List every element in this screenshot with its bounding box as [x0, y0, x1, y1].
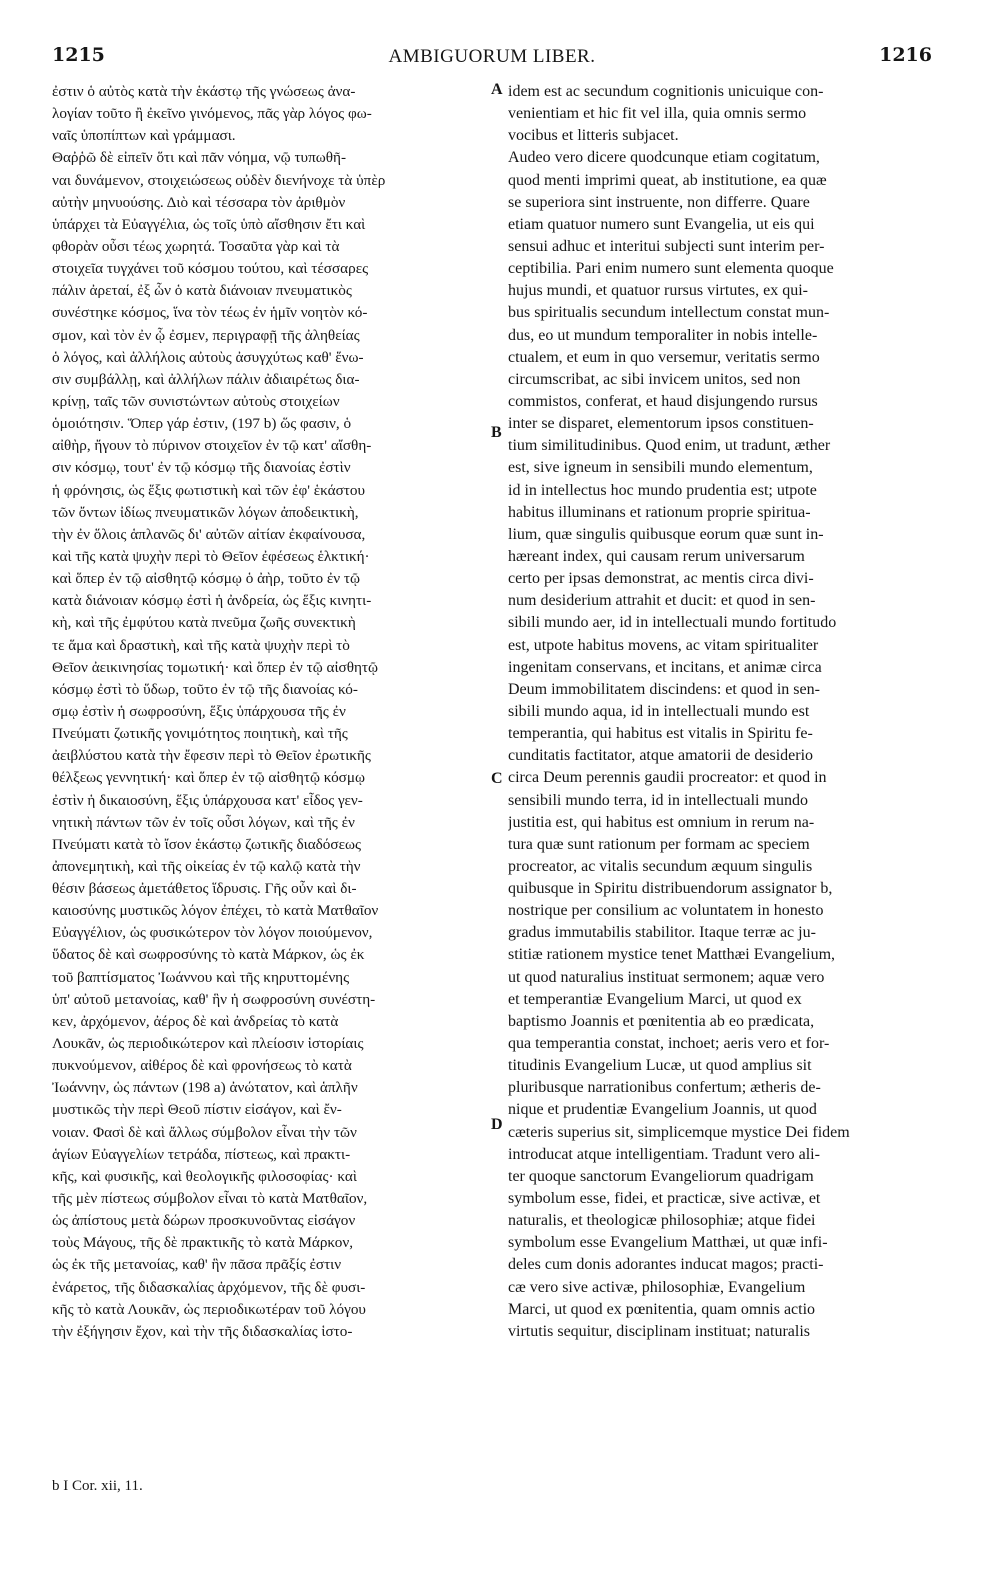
latin-text-line: virtutis sequitur, disciplinam instituat; naturalis [508, 1322, 810, 1340]
greek-text-line: τῆς μὲν πίστεως σύμβολον εἶναι τὸ κατὰ Ματθαῖον, [52, 1190, 368, 1208]
latin-text-line: symbolum esse Evangelium Matthæi, ut quæ infi- [508, 1234, 828, 1252]
footnote: b I Cor. xii, 11. [52, 1478, 143, 1494]
greek-text-line: θέλξεως γεννητική· καὶ ὅπερ ἐν τῷ αἰσθητῷ κόσμῳ [52, 769, 366, 787]
greek-text-line: ὁ λόγος, καὶ ἀλλήλοις αὐτοὺς ἀσυγχύτως καθ' ἕνω- [52, 348, 364, 366]
latin-text-line: etiam quatuor numero sunt Evangelia, ut eis qui [508, 215, 815, 233]
latin-text-line: est, utpote habitus movens, ac vitam spiritualiter [508, 636, 819, 654]
greek-text-line: Ἰωάννην, ὡς πάντων (198 a) ἀνώτατον, καὶ ἁπλῆν [52, 1079, 358, 1097]
greek-text-line: κὴ, καὶ τῆς ἐμφύτου κατὰ πνεῦμα ζωῆς συνεκτικὴ [52, 614, 356, 632]
greek-text-line: ὕδατος δὲ καὶ σωφροσύνης τὸ κατὰ Μάρκον, ὡς ἐκ [52, 946, 365, 964]
latin-text-line: sibili mundo aer, id in intellectuali mundo fortitudo [508, 614, 837, 632]
latin-text-line: commistos, conferat, et haud disjungendo rursus [508, 392, 818, 410]
latin-text-line: stitiæ rationem mystice tenet Matthæi Evangelium, [508, 946, 836, 964]
latin-text-line: dus, eo ut mundum temporaliter in nobis intelle- [508, 326, 818, 344]
latin-text-line: quod menti imprimi queat, ab institutione, ea quæ [508, 171, 827, 189]
latin-text-line: justitia est, qui habitus est omnium in rerum na- [508, 813, 815, 831]
greek-text-line: κατὰ διάνοιαν κόσμῳ ἐστὶ ἡ ἀνδρεία, ὡς ἕξις κινητι- [52, 592, 372, 610]
greek-text-line: ἐστὶν ἡ δικαιοσύνη, ἕξις ὑπάρχουσα κατ' εἶδος γεν- [52, 791, 363, 809]
latin-text-line: ceptibilia. Pari enim numero sunt elementa quoque [508, 260, 834, 278]
latin-text-line: Marci, ut quod ex pœnitentia, quam omnis actio [508, 1300, 816, 1318]
greek-text-line: φθορὰν οὖσι τέως χωρητά. Τοσαῦτα γὰρ καὶ τὰ [52, 237, 340, 255]
latin-text-line: bus spiritualis secundum intellectum constat mun- [508, 304, 830, 322]
greek-text-line: ναῖς ὑποπίπτων καὶ γράμμασι. [52, 127, 236, 145]
greek-text-line: καὶ τῆς κατὰ ψυχὴν περὶ τὸ Θεῖον ἐφέσεως ἑλκτική· [52, 547, 370, 565]
latin-text-line: introducat atque intelligentiam. Tradunt vero ali- [508, 1145, 820, 1163]
latin-text-line: cæteris superius sit, simplicemque mystice Dei fidem [508, 1123, 850, 1141]
margin-letter-a: A [491, 81, 503, 98]
latin-text-line: cunditatis factitator, atque amatorii de desiderio [508, 747, 814, 765]
latin-text-line: se superiora sint instruente, non differre. Quare [508, 193, 810, 211]
greek-text-line: νητικὴ πάντων τῶν ἐν τοῖς οὖσι λόγων, καὶ τῆς ἐν [52, 813, 355, 831]
greek-text-line: τὴν ἐν ὅλοις ἁπλανῶς δι' αὐτῶν αἰτίαν ἐκφαίνουσα, [52, 525, 366, 543]
latin-text-line: certo per ipsas demonstrat, ac mentis circa divi- [508, 570, 814, 588]
greek-text-line: αὐτὴν μηνυούσης. Διὸ καὶ τέσσαρα τὸν ἀριθμὸν [52, 193, 346, 211]
greek-text-line: σμῳ ἐστὶν ἡ σωφροσύνη, ἕξις ὑπάρχουσα τῆς ἐν [52, 702, 346, 720]
latin-text-line: quibusque in Spiritu distribuendorum assignator b, [508, 880, 833, 898]
latin-text-line: cæ vero sive activæ, philosophiæ, Evangelium [508, 1278, 806, 1296]
greek-text-line: καιοσύνης μυστικῶς λόγον ἐπέχει, τὸ κατὰ Ματθαῖον [52, 902, 379, 920]
latin-text-line: gradus immutabilis stabilitor. Itaque terræ ac ju- [508, 924, 816, 942]
greek-text-line: κῆς τὸ κατὰ Λουκᾶν, ὡς περιοδικωτέραν τοῦ λόγου [52, 1300, 366, 1318]
greek-text-line: ὑπάρχει τὰ Εὐαγγέλια, ὡς τοῖς ὑπὸ αἴσθησιν ἔτι καὶ [52, 215, 366, 233]
latin-text-line: deles cum donis adorantes inducat magos; practi- [508, 1256, 824, 1274]
latin-text-line: sensibili mundo terra, id in intellectuali mundo [508, 791, 808, 809]
greek-text-line: αἰθὴρ, ἤγουν τὸ πύρινον στοιχεῖον ἐν τῷ κατ' αἴσθη- [52, 437, 372, 455]
greek-text-line: τε ἅμα καὶ δραστικὴ, καὶ τῆς κατὰ ψυχὴν περὶ τὸ [52, 636, 350, 654]
latin-text-line: naturalis, et theologicæ philosophiæ; atque fidei [508, 1212, 816, 1230]
latin-text-line: nique et prudentiæ Evangelium Joannis, ut quod [508, 1101, 817, 1119]
greek-text-line: τοῦ βαπτίσματος Ἰωάννου καὶ τῆς κηρυττομένης [52, 968, 350, 986]
margin-letter-d: D [491, 1116, 503, 1133]
greek-text-line: τὴν ἐξήγησιν ἔχον, καὶ τὴν τῆς διδασκαλίας ἱστο- [52, 1322, 353, 1340]
greek-text-line: πυκνούμενον, αἰθέρος δὲ καὶ φρονήσεως τὸ κατὰ [52, 1057, 352, 1075]
latin-text-line: id in intellectus hoc mundo prudentia est; utpote [508, 481, 817, 499]
greek-text-line: ὡς ἐκ τῆς μετανοίας, καθ' ἣν πᾶσα πρᾶξίς ἐστιν [52, 1256, 342, 1274]
running-title: AMBIGUORUM LIBER. [388, 46, 596, 67]
greek-text-line: στοιχεῖα τυγχάνει τοῦ κόσμου τούτου, καὶ τέσσαρες [52, 260, 369, 278]
latin-text-line: Deum immobilitatem discindens: et quod in sen- [508, 680, 820, 698]
greek-text-line: κεν, ἀρχόμενον, ἀέρος δὲ καὶ ἀνδρείας τὸ κατὰ [52, 1012, 339, 1030]
latin-text-line: et temperantiæ Evangelium Marci, ut quod ex [508, 990, 802, 1008]
greek-text-line: θέσιν βάσεως ἀμετάθετος ἵδρυσις. Γῆς οὖν καὶ δι- [52, 880, 357, 898]
greek-text-line: ἐστιν ὁ αὐτὸς κατὰ τὴν ἑκάστῳ τῆς γνώσεως ἀνα- [52, 83, 356, 100]
latin-text-line: sibili mundo aqua, id in intellectuali mundo est [508, 702, 810, 720]
greek-text-line: καὶ ὅπερ ἐν τῷ αἰσθητῷ κόσμῳ ὁ ἀὴρ, τοῦτο ἐν τῷ [52, 570, 361, 588]
greek-text-column [52, 81, 482, 1521]
latin-text-line: nostrique per consilium ac voluntatem in honesto [508, 902, 824, 920]
greek-text-line: τοὺς Μάγους, τῆς δὲ πρακτικῆς τὸ κατὰ Μάρκον, [52, 1234, 354, 1252]
latin-text-line: tura quæ sunt rationum per formam ac speciem [508, 835, 810, 853]
latin-text-line: tium similitudinibus. Quod enim, ut tradunt, æther [508, 437, 831, 455]
latin-text-line: baptismo Joannis et pœnitentia ab eo prædicata, [508, 1012, 815, 1030]
latin-text-line: sensui adhuc et interitui subjecti sunt interim per- [508, 237, 825, 255]
greek-text-line: ἁγίων Εὐαγγελίων τετράδα, πίστεως, καὶ πρακτι- [52, 1145, 351, 1163]
latin-text-line: est, sive igneum in sensibili mundo elementum, [508, 459, 813, 477]
latin-text-line: ut quod naturalius instituat sermonem; aquæ vero [508, 968, 825, 986]
greek-text-line: σιν συμβάλλῃ, καὶ ἀλλήλων πάλιν ἀδιαιρέτως δια- [52, 370, 360, 388]
margin-letter-c: C [491, 770, 503, 787]
latin-text-line: lium, quæ singulis quibusque eorum quæ sunt in- [508, 525, 824, 543]
latin-text-line: vocibus et litteris subjacet. [508, 127, 679, 145]
greek-text-line: σμον, καὶ τὸν ἐν ᾧ ἐσμεν, περιγραφῇ τῆς ἀληθείας [52, 326, 360, 344]
greek-text-line: ἐνάρετος, τῆς διδασκαλίας ἀρχόμενον, τῆς δὲ φυσι- [52, 1278, 366, 1296]
greek-text-line: ὁμοιότησιν. Ὅπερ γάρ ἐστιν, (197 b) ὥς φασιν, ὁ [52, 415, 352, 433]
greek-text-line: κρίνῃ, ταῖς τῶν συνιστώντων αὐτοὺς στοιχείων [52, 392, 340, 410]
latin-text-line: inter se disparet, elementorum ipsos constituen- [508, 415, 814, 433]
page-header [52, 44, 932, 78]
greek-text-line: Θαῤῥῶ δὲ εἰπεῖν ὅτι καὶ πᾶν νόημα, νῷ τυπωθῆ- [52, 149, 347, 167]
latin-text-line: ctualem, et eum in quo versemur, veritatis sermo [508, 348, 820, 366]
greek-text-line: σιν κόσμῳ, τουτ' ἐν τῷ κόσμῳ τῆς διανοίας ἐστὶν [52, 459, 351, 477]
greek-text-line: πάλιν ἀρεταί, ἐξ ὧν ὁ κατὰ διάνοιαν πνευματικὸς [52, 282, 352, 300]
greek-text-line: ὑπ' αὐτοῦ μετανοίας, καθ' ἣν ἡ σωφροσύνη συνέστη- [52, 990, 376, 1008]
latin-text-line: titudinis Evangelium Lucæ, ut quod amplius sit [508, 1057, 812, 1075]
latin-text-line: symbolum esse, fidei, et practicæ, sive activæ, et [508, 1190, 821, 1208]
page-number-right: 1216 [879, 44, 932, 66]
latin-text-line: hæreant index, qui causam rerum universarum [508, 547, 805, 565]
latin-text-line: num desiderium attrahit et ducit: et quod in sen- [508, 592, 816, 610]
greek-text-line: τῶν ὄντων ἰδίως πνευματικῶν λόγων ἀποδεικτικὴ, [52, 503, 359, 521]
latin-text-line: temperantia, qui habitus est vitalis in Spiritu fe- [508, 725, 813, 743]
greek-text-line: ναι δυνάμενον, στοιχειώσεως οὐδὲν διενήνοχε τὰ ὑπὲρ [52, 171, 386, 189]
greek-text-line: συνέστηκε κόσμος, ἵνα τὸν τέως ἐν ἡμῖν νοητὸν κό- [52, 304, 368, 322]
latin-text-line: habitus illuminans et rationum proprie spiritua- [508, 503, 811, 521]
greek-text-line: Εὐαγγέλιον, ὡς φυσικώτερον τὸν λόγον ποιούμενον, [52, 924, 373, 942]
greek-text-line: Πνεύματι κατὰ τὸ ἴσον ἑκάστῳ ζωτικῆς διαδόσεως [52, 835, 361, 853]
latin-text-line: qua temperantia constat, inchoet; aeris vero et for- [508, 1035, 830, 1053]
greek-text-line: κῆς, καὶ φυσικῆς, καὶ θεολογικῆς φιλοσοφίας· καὶ [52, 1167, 357, 1185]
page-number-left: 1215 [52, 44, 105, 66]
greek-text-line: μυστικῶς τὴν περὶ Θεοῦ πίστιν εἰσάγον, καὶ ἔν- [52, 1101, 342, 1119]
latin-text-column [508, 81, 936, 1521]
greek-text-line: ὡς ἀπίστους μετὰ δώρων προσκυνοῦντας εἰσάγον [52, 1212, 356, 1230]
greek-text-line: νοιαν. Φασὶ δὲ καὶ ἄλλως σύμβολον εἶναι τὴν τῶν [52, 1123, 357, 1141]
greek-text-line: λογίαν τοῦτο ἢ ἐκεῖνο γινόμενος, πᾶς γὰρ λόγος φω- [52, 105, 372, 123]
latin-text-line: idem est ac secundum cognitionis unicuique con- [508, 83, 824, 100]
greek-text-line: Πνεύματι ζωτικῆς γονιμότητος ποιητικὴ, καὶ τῆς [52, 725, 348, 743]
latin-text-line: pluribusque narrationibus confertum; ætheris de- [508, 1079, 821, 1097]
latin-text-line: hujus mundi, et quatuor rursus virtutes, ex qui- [508, 282, 808, 300]
latin-text-line: Audeo vero dicere quodcunque etiam cogitatum, [508, 149, 820, 167]
latin-text-line: ter quoque sanctorum Evangeliorum quadrigam [508, 1167, 814, 1185]
latin-text-line: ingenitam conservans, et incitans, et animæ circa [508, 658, 822, 676]
latin-text-line: venientiam et hic fit vel illa, quia omnis sermo [508, 105, 807, 123]
greek-text-line: Λουκᾶν, ὡς περιοδικώτερον καὶ πλείοσιν ἱστορίαις [52, 1035, 364, 1053]
latin-text-line: procreator, ac vitalis secundum æquum singulis [508, 857, 813, 875]
margin-letter-b: B [491, 424, 502, 441]
greek-text-line: ἀειβλύστου κατὰ τὴν ἔφεσιν περὶ τὸ Θεῖον ἐρωτικῆς [52, 747, 371, 765]
latin-text-line: circa Deum perennis gaudii procreator: et quod in [508, 769, 827, 787]
greek-text-line: Θεῖον ἀεικινησίας τομωτική· καὶ ὅπερ ἐν τῷ αἰσθητῷ [52, 658, 379, 676]
greek-text-line: κόσμῳ ἐστὶ τὸ ὕδωρ, τοῦτο ἐν τῷ τῆς διανοίας κό- [52, 680, 358, 698]
latin-text-line: circumscribat, ac sibi invicem unitos, sed non [508, 370, 801, 388]
greek-text-line: ἀπονεμητικὴ, καὶ τῆς οἰκείας ἐν τῷ καλῷ κατὰ τὴν [52, 857, 361, 875]
greek-text-line: ἡ φρόνησις, ὡς ἕξις φωτιστικὴ καὶ τῶν ἐφ' ἑκάστου [52, 481, 365, 499]
